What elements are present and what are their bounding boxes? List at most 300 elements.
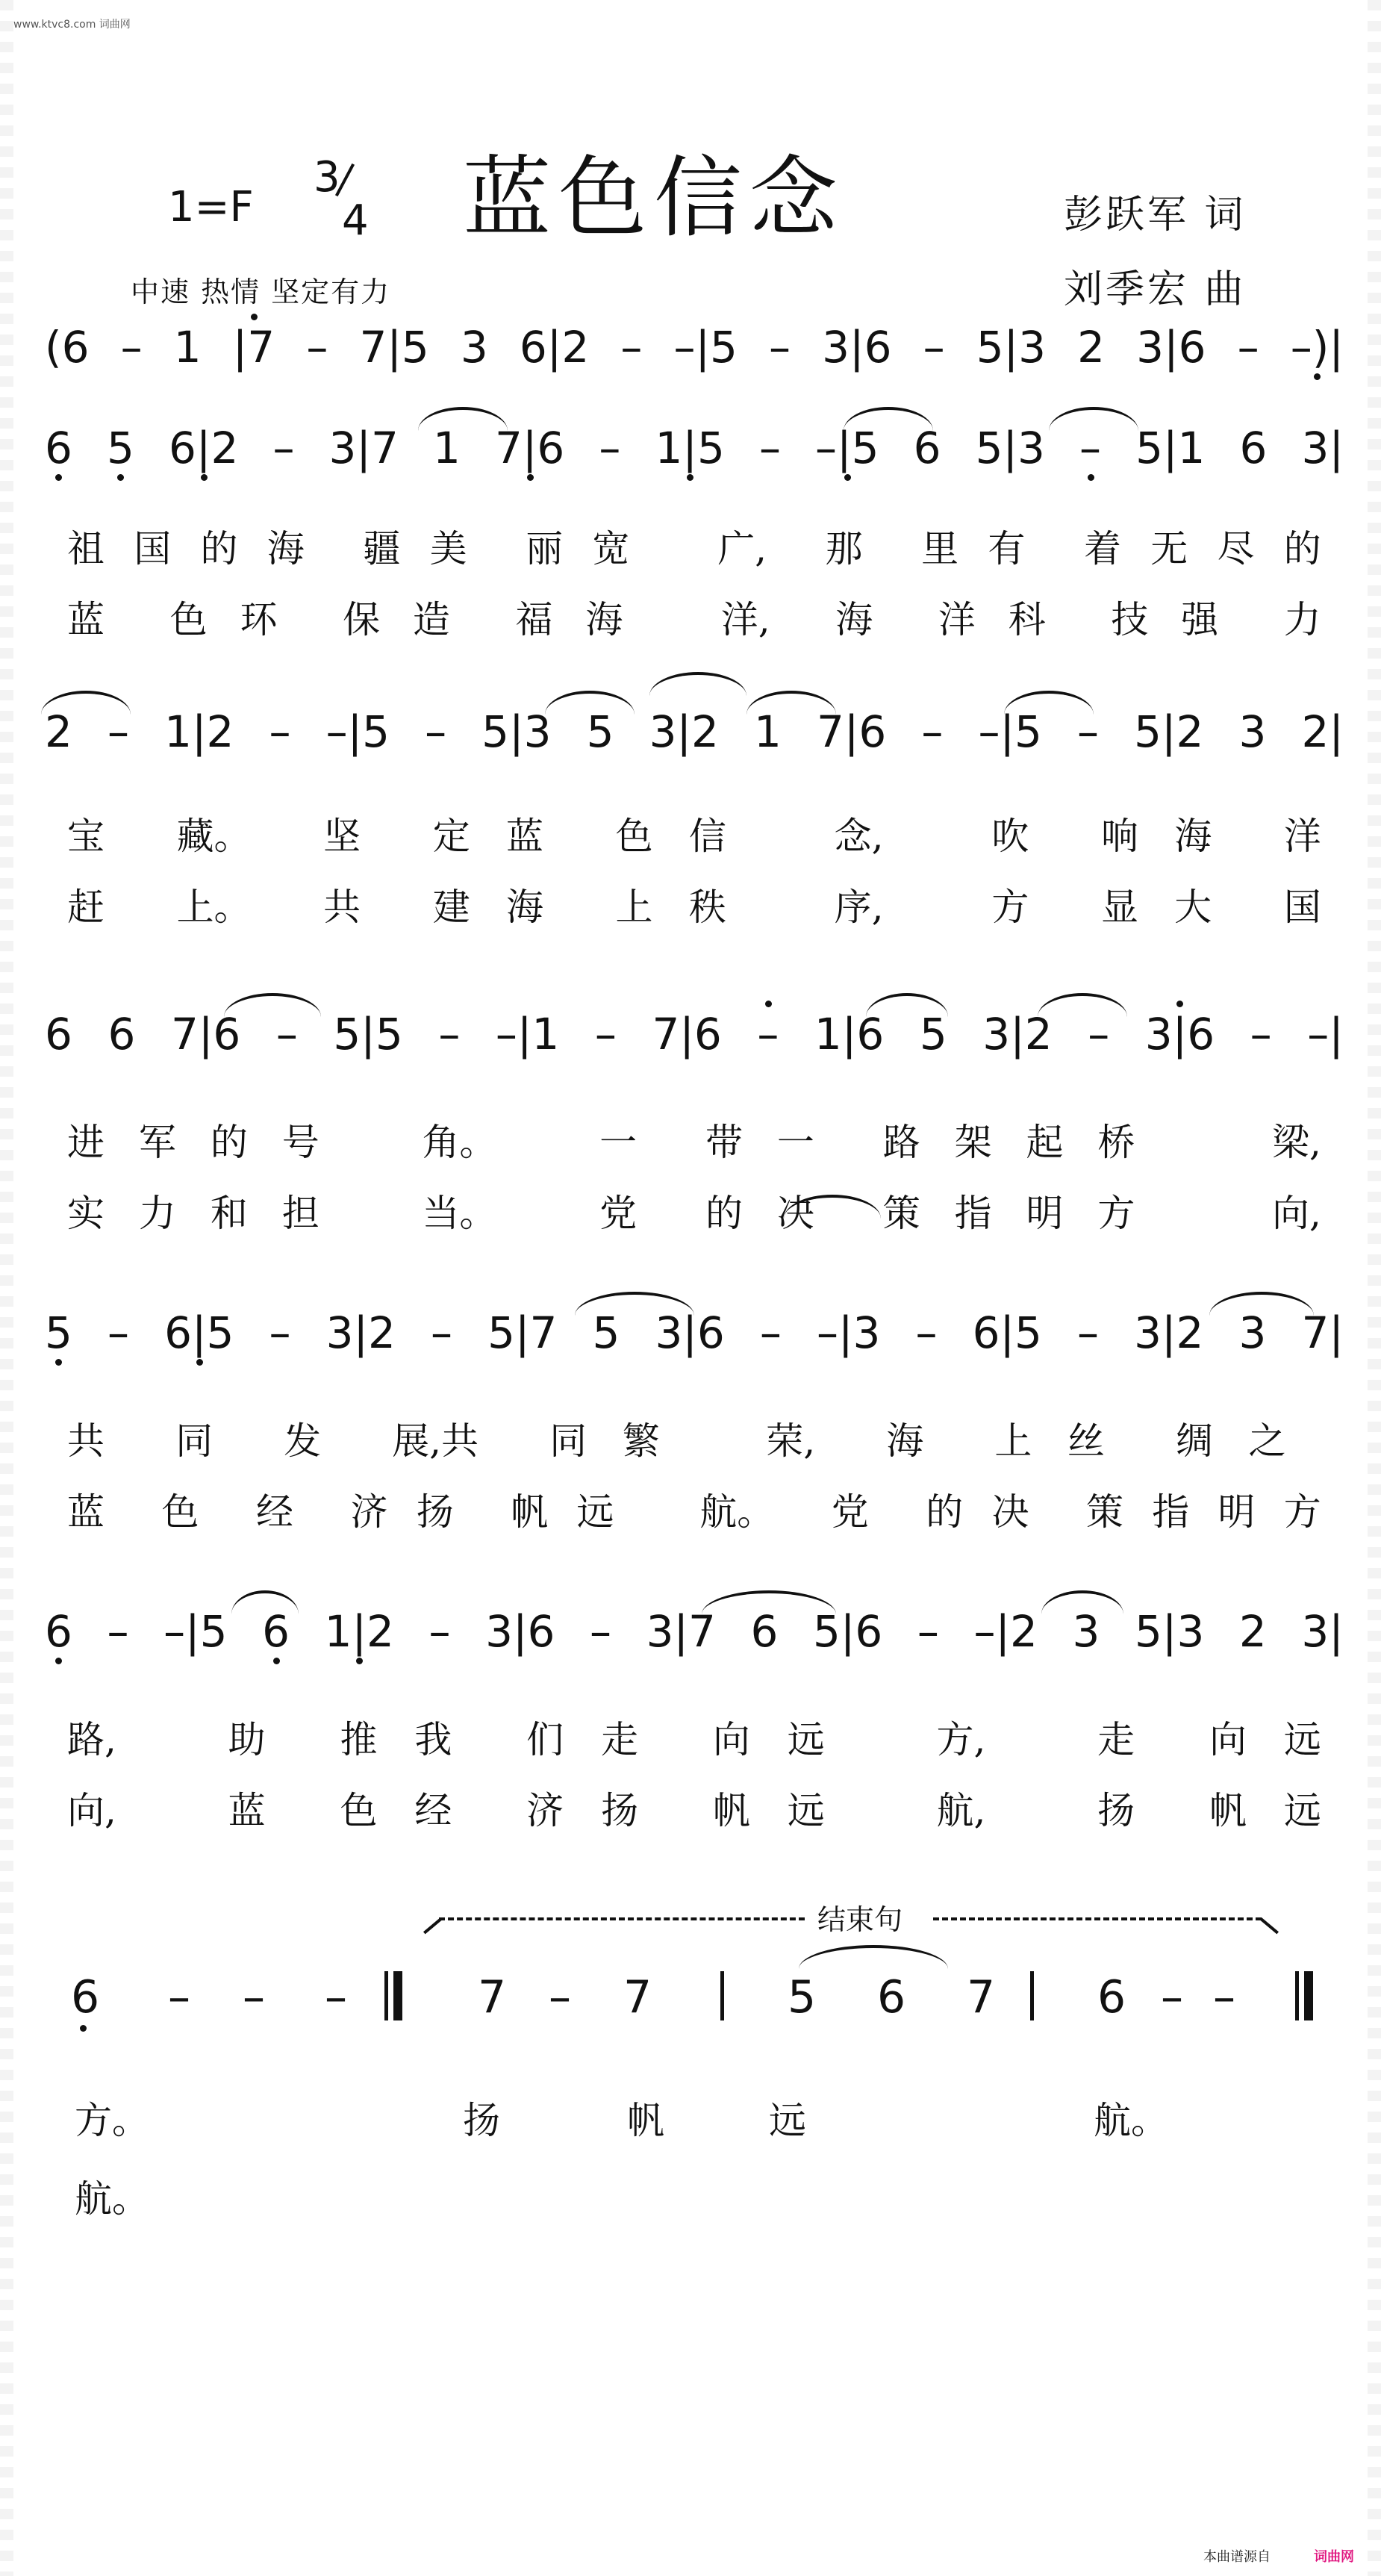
lyric-word: 力 — [138, 1192, 176, 1235]
notation-line — [45, 706, 1344, 803]
note: – — [758, 423, 781, 473]
lyric-word: 扬 — [601, 1789, 639, 1832]
lyric-word: 赶 — [67, 886, 105, 929]
note: 3|2 — [982, 1009, 1053, 1060]
lyric-word: 宽 — [592, 527, 630, 570]
notation-tokens — [45, 1307, 1344, 1359]
note: 5 — [919, 1009, 947, 1060]
lyric-word: 济 — [526, 1789, 564, 1832]
ending-note: 6 — [71, 1971, 100, 2023]
note: (6 — [45, 322, 90, 373]
ending-note: 6 — [1097, 1971, 1126, 2023]
lyric-word: 色 — [615, 815, 653, 858]
lyric-word: 实 — [67, 1192, 105, 1235]
final-barline-thick — [1304, 1971, 1313, 2020]
lyric-word: 海 — [266, 527, 305, 570]
ending-bracket-left-hook — [423, 1917, 457, 1951]
note: –|5 — [673, 322, 738, 373]
lyric-word: 显 — [1100, 886, 1138, 929]
note: 3|7 — [328, 423, 399, 473]
lyric-word: 丽 — [526, 527, 564, 570]
note: – — [1237, 322, 1259, 373]
lyric-word: 助 — [228, 1718, 266, 1761]
lyric-word: 方, — [936, 1718, 986, 1761]
lyric-word: 扬 — [1097, 1789, 1135, 1832]
lyric-word: 向 — [712, 1718, 750, 1761]
song-title: 蓝色信念 — [463, 146, 846, 249]
lyric-word: 定 — [432, 815, 470, 858]
notation-line — [45, 1008, 1344, 1105]
note: – — [590, 1606, 611, 1657]
note: 2 — [1238, 1606, 1267, 1657]
lyric-word: 美 — [429, 527, 467, 570]
ending-bracket-label: 结束句 — [817, 1903, 903, 1936]
lyric-word: 上 — [615, 886, 653, 929]
ending-note: – — [1161, 1971, 1183, 2023]
low-octave-dot — [196, 1359, 203, 1366]
ending-note: – — [325, 1971, 347, 2023]
note: 5|5 — [333, 1009, 403, 1060]
note: – — [107, 706, 129, 757]
lyric-word: 色 — [340, 1789, 378, 1832]
low-octave-dot — [1088, 474, 1094, 481]
note: 7| — [1301, 1307, 1344, 1358]
note: 1|2 — [164, 706, 234, 757]
footer-source-label: 本曲谱源自 — [1203, 2549, 1271, 2565]
lyric-word: 海 — [505, 886, 543, 929]
note: – — [769, 322, 791, 373]
lyric-word: 的 — [200, 527, 238, 570]
lyric-word: 路, — [67, 1718, 116, 1761]
note: 6|5 — [972, 1307, 1042, 1358]
note: 6|5 — [164, 1307, 234, 1359]
note: – — [757, 1008, 779, 1060]
ending-bracket — [418, 1897, 1284, 1941]
lyric-word: 无 — [1150, 527, 1188, 570]
note: 3|6 — [822, 322, 892, 373]
lyric-word: 尽 — [1217, 527, 1255, 570]
time-signature — [314, 153, 381, 250]
note: 3 — [1238, 1307, 1267, 1358]
ending-notation-line — [71, 1971, 1340, 2038]
low-octave-dot — [356, 1658, 363, 1664]
lyric-word: 方 — [1283, 1490, 1321, 1534]
lyric-word: 角。 — [422, 1121, 497, 1164]
composer-credit: 刘季宏 曲 — [1064, 267, 1247, 312]
note: 5|1 — [1135, 423, 1206, 473]
note: – — [120, 322, 143, 373]
low-octave-dot — [55, 1658, 62, 1664]
note: –|5 — [815, 422, 879, 474]
note: – — [306, 322, 328, 373]
time-signature-denominator: 4 — [342, 196, 369, 245]
lyric-word: 里 — [921, 527, 959, 570]
lyric-word: 带 — [705, 1121, 743, 1164]
note: – — [599, 423, 621, 473]
note: 1|6 — [814, 1009, 885, 1060]
note: 5|3 — [1135, 1606, 1205, 1657]
lyric-word: 福 — [515, 598, 553, 641]
note: 1 — [754, 706, 782, 757]
note: – — [269, 706, 291, 757]
note: 3|2 — [325, 1307, 396, 1358]
low-octave-dot — [80, 2025, 87, 2032]
low-octave-dot — [273, 1658, 280, 1664]
note: 6|2 — [519, 322, 590, 373]
lyric-word: 国 — [1283, 886, 1321, 929]
lyric-word: 共 — [323, 886, 361, 929]
low-octave-dot — [687, 474, 693, 481]
note: 1|5 — [655, 422, 725, 474]
lyricist-credit: 彭跃军 词 — [1064, 193, 1247, 237]
lyric-line-verse-2 — [67, 885, 1321, 930]
lyric-word: 的 — [210, 1121, 248, 1164]
lyric-word: 进 — [67, 1121, 105, 1164]
final-barline-thin — [1295, 1971, 1299, 2020]
low-octave-dot — [844, 474, 851, 481]
lyric-word: 造 — [412, 598, 450, 641]
lyric-word: 展,共 — [392, 1419, 479, 1463]
lyric-word: 吹 — [991, 815, 1029, 858]
note: 5 — [107, 422, 134, 474]
note: – — [269, 1307, 291, 1358]
lyric-word: 走 — [601, 1718, 639, 1761]
low-octave-dot — [201, 474, 208, 481]
lyric-word: 担 — [281, 1192, 319, 1235]
notation-tokens — [45, 706, 1344, 758]
note: – — [1088, 1009, 1110, 1060]
note: 3|6 — [655, 1307, 725, 1358]
note: 3|6 — [485, 1606, 555, 1657]
lyric-line-verse-1 — [67, 1419, 1321, 1463]
high-octave-dot — [765, 1001, 772, 1007]
lyric-word: 蓝 — [228, 1789, 266, 1832]
note: 6 — [45, 422, 72, 474]
low-octave-dot — [55, 474, 62, 481]
time-signature-numerator: 3 — [314, 153, 340, 202]
lyric-word: 的 — [926, 1490, 964, 1534]
lyric-word: 经 — [256, 1490, 293, 1534]
lyric-word: 洋, — [720, 598, 770, 641]
note: 3|7 — [646, 1606, 716, 1657]
note: 7|6 — [170, 1009, 241, 1060]
lyric-word: 我 — [414, 1718, 452, 1761]
note: 6|2 — [169, 422, 238, 474]
lyric-word: 上。 — [176, 886, 252, 929]
note: 7|5 — [359, 322, 429, 373]
note: – — [272, 423, 295, 473]
lyric-word: 党 — [599, 1192, 637, 1235]
note: 6 — [107, 1009, 136, 1060]
note: 3 — [1238, 706, 1267, 757]
ending-note: – — [549, 1971, 571, 2023]
note: 3 — [460, 322, 488, 373]
lyric-word: 念, — [834, 815, 884, 858]
lyric-line-verse-1 — [67, 1120, 1321, 1165]
note: 3|2 — [1134, 1307, 1204, 1358]
note: 2 — [1077, 322, 1106, 373]
notation-line — [45, 1605, 1344, 1702]
lyric-word: 海 — [1174, 815, 1212, 858]
key-signature: 1=F — [168, 183, 254, 231]
note: –|3 — [816, 1307, 881, 1358]
note: 5|3 — [975, 423, 1045, 473]
ending-lyric-word: 远 — [769, 2099, 806, 2142]
note: 3|6 — [1136, 322, 1206, 373]
lyric-word: 同 — [175, 1419, 213, 1463]
right-border-strip — [1368, 0, 1381, 2576]
lyric-word: 秩 — [688, 886, 726, 929]
note: 1|2 — [325, 1605, 394, 1658]
lyric-word: 经 — [414, 1789, 452, 1832]
note: 6 — [1239, 423, 1268, 473]
footer-brand-link[interactable]: 词曲网 — [1314, 2549, 1354, 2565]
lyric-word: 保 — [343, 598, 381, 641]
note: – — [438, 1009, 461, 1060]
note: 3 — [1072, 1606, 1100, 1657]
lyric-word: 国 — [134, 527, 172, 570]
lyric-word: 建 — [432, 886, 470, 929]
note: 6 — [45, 1009, 72, 1060]
lyric-word: 坚 — [323, 815, 361, 858]
barline — [1030, 1971, 1034, 2020]
lyric-word: 蓝 — [67, 598, 105, 641]
note: – — [425, 706, 447, 757]
notation-tokens — [45, 422, 1344, 474]
note: – — [1079, 422, 1101, 474]
lyric-word: 军 — [138, 1121, 176, 1164]
lyric-word: 远 — [787, 1789, 825, 1832]
ending-bracket-left-dash — [439, 1917, 805, 1920]
lyric-word: 们 — [526, 1718, 564, 1761]
note: 5 — [592, 1307, 620, 1358]
lyric-word: 远 — [787, 1718, 825, 1761]
lyric-word: 力 — [1283, 598, 1321, 641]
note: – — [275, 1009, 298, 1060]
lyric-line-verse-1 — [67, 1717, 1321, 1762]
note: 5|7 — [487, 1307, 558, 1358]
lyric-word: 发 — [284, 1419, 322, 1463]
lyric-word: 有 — [988, 527, 1026, 570]
note: 3|2 — [649, 706, 719, 757]
ending-lyric-word: 帆 — [627, 2099, 664, 2142]
lyric-word: 航, — [936, 1789, 986, 1832]
lyric-word: 绸 — [1175, 1419, 1213, 1463]
lyric-word: 色 — [161, 1490, 199, 1534]
ending-note: – — [168, 1971, 190, 2023]
lyric-word: 决 — [776, 1192, 814, 1235]
lyric-word: 桥 — [1097, 1121, 1135, 1164]
note: – — [620, 322, 643, 373]
note: 1 — [173, 322, 202, 373]
note: 7|6 — [495, 422, 564, 474]
lyric-word: 帆 — [511, 1490, 549, 1534]
note: 2 — [45, 706, 72, 757]
lyric-word: 和 — [210, 1192, 248, 1235]
lyric-word: 强 — [1181, 598, 1219, 641]
ending-note: – — [1213, 1971, 1235, 2023]
ending-note: 7 — [623, 1971, 652, 2023]
note: – — [430, 1307, 452, 1358]
lyric-word: 指 — [1152, 1490, 1190, 1534]
lyric-word: 海 — [585, 598, 623, 641]
note: – — [428, 1606, 451, 1657]
low-octave-dot — [117, 474, 124, 481]
lyric-word: 同 — [549, 1419, 587, 1463]
lyric-word: 架 — [954, 1121, 992, 1164]
ending-lyric-verse-2: 航。 — [75, 2177, 149, 2221]
lyric-word: 环 — [240, 598, 278, 641]
lyric-line-verse-1 — [67, 526, 1321, 571]
note: 5|3 — [481, 706, 552, 757]
note: –|5 — [325, 706, 390, 757]
note: 6 — [913, 423, 941, 473]
lyric-word: 信 — [688, 815, 726, 858]
lyric-word: 丝 — [1067, 1419, 1105, 1463]
high-octave-dot — [251, 314, 258, 320]
lyric-word: 海 — [886, 1419, 924, 1463]
left-border-strip — [0, 0, 13, 2576]
lyric-word: 明 — [1218, 1490, 1256, 1534]
lyric-word: 上 — [994, 1419, 1032, 1463]
lyric-word: 繁 — [622, 1419, 660, 1463]
lyric-word: 航。 — [699, 1490, 775, 1534]
lyric-word: 梁, — [1272, 1121, 1321, 1164]
note: 5 — [586, 706, 614, 757]
lyric-word: 洋 — [1283, 815, 1321, 858]
lyric-word: 蓝 — [67, 1490, 105, 1534]
ending-note: 7 — [478, 1971, 507, 2023]
lyric-word: 一 — [599, 1121, 637, 1164]
lyric-word: 蓝 — [505, 815, 543, 858]
ending-lyric-word: 扬 — [463, 2099, 500, 2142]
note: – — [107, 1606, 129, 1657]
lyric-word: 明 — [1026, 1192, 1064, 1235]
lyric-word: 向 — [1209, 1718, 1247, 1761]
note: – — [1077, 706, 1100, 757]
lyric-word: 走 — [1097, 1718, 1135, 1761]
lyric-word: 号 — [281, 1121, 319, 1164]
lyric-word: 的 — [1283, 527, 1321, 570]
lyric-line-verse-1 — [67, 814, 1321, 859]
lyric-word: 远 — [576, 1490, 614, 1534]
note: 5|2 — [1134, 706, 1204, 757]
ending-note: – — [243, 1971, 265, 2023]
lyric-word: 科 — [1008, 598, 1046, 641]
ending-note: 5 — [788, 1971, 817, 2023]
ending-bracket-right-hook — [1245, 1917, 1279, 1951]
note: 6 — [45, 1605, 72, 1658]
note: 2| — [1301, 706, 1344, 757]
notation-line — [45, 422, 1344, 519]
lyric-word: 宝 — [67, 815, 105, 858]
note: 7|6 — [816, 706, 887, 757]
lyric-word: 一 — [776, 1121, 814, 1164]
lyric-word: 路 — [882, 1121, 920, 1164]
note: – — [1077, 1307, 1099, 1358]
note: 5 — [45, 1307, 72, 1359]
lyric-word: 扬 — [416, 1490, 454, 1534]
lyric-word: 策 — [1086, 1490, 1123, 1534]
note: 3|6 — [1145, 1008, 1215, 1060]
lyric-word: 决 — [991, 1490, 1029, 1534]
lyric-word: 向, — [1272, 1192, 1321, 1235]
lyric-word: 策 — [882, 1192, 920, 1235]
low-octave-dot — [1314, 373, 1321, 380]
ending-note: 6 — [877, 1971, 906, 2023]
note: – — [107, 1307, 129, 1358]
lyric-word: 大 — [1174, 886, 1212, 929]
lyric-line-verse-2 — [67, 1191, 1321, 1236]
note: –|5 — [978, 706, 1042, 757]
lyric-word: 方 — [1097, 1192, 1135, 1235]
lyric-word: 当。 — [422, 1192, 497, 1235]
note: –|1 — [495, 1009, 560, 1060]
note: 3| — [1301, 1606, 1344, 1657]
lyric-word: 那 — [825, 527, 863, 570]
double-barline-thin — [384, 1971, 388, 2020]
ending-lyric-word: 航。 — [1094, 2099, 1168, 2142]
note: 3| — [1301, 423, 1344, 473]
lyric-word: 藏。 — [176, 815, 252, 858]
lyric-word: 广, — [717, 527, 767, 570]
lyric-word: 荣, — [766, 1419, 816, 1463]
lyric-word: 起 — [1026, 1121, 1064, 1164]
lyric-word: 帆 — [1209, 1789, 1247, 1832]
lyric-word: 洋 — [938, 598, 976, 641]
note: –| — [1307, 1009, 1344, 1060]
barline — [720, 1971, 724, 2020]
ending-lyric-word: 方。 — [75, 2099, 149, 2142]
lyric-line-verse-2 — [67, 597, 1321, 642]
lyric-word: 帆 — [712, 1789, 750, 1832]
note: – — [915, 1307, 938, 1358]
note: – — [917, 1606, 939, 1657]
lyric-word: 技 — [1111, 598, 1149, 641]
low-octave-dot — [55, 1359, 62, 1366]
low-octave-dot — [527, 474, 534, 481]
lyric-word: 海 — [835, 598, 873, 641]
lyric-word: 方 — [991, 886, 1029, 929]
high-octave-dot — [1176, 1001, 1183, 1007]
lyric-word: 序, — [834, 886, 884, 929]
lyric-word: 色 — [169, 598, 208, 641]
lyric-word: 疆 — [363, 527, 401, 570]
note: –|5 — [163, 1606, 228, 1657]
tempo-marking: 中速 热情 坚定有力 — [131, 276, 391, 308]
note: 7|6 — [652, 1009, 722, 1060]
note: –)| — [1291, 321, 1344, 373]
lyric-word: 之 — [1248, 1419, 1286, 1463]
notation-tokens — [45, 321, 1344, 373]
lyric-word: 响 — [1100, 815, 1138, 858]
note: –|2 — [973, 1606, 1038, 1657]
note: – — [594, 1009, 617, 1060]
lyric-line-verse-2 — [67, 1788, 1321, 1833]
ending-bracket-right-dash — [933, 1917, 1262, 1920]
note: |7 — [233, 321, 275, 373]
note: – — [759, 1307, 782, 1358]
note: – — [921, 706, 944, 757]
note: 6 — [262, 1605, 290, 1658]
note: – — [1250, 1009, 1272, 1060]
double-barline-thick — [393, 1971, 402, 2020]
note: 1 — [432, 423, 461, 473]
lyric-word: 远 — [1283, 1718, 1321, 1761]
site-watermark[interactable]: www.ktvc8.com 词曲网 — [13, 19, 131, 31]
lyric-word: 向, — [67, 1789, 116, 1832]
lyric-word: 推 — [340, 1718, 378, 1761]
